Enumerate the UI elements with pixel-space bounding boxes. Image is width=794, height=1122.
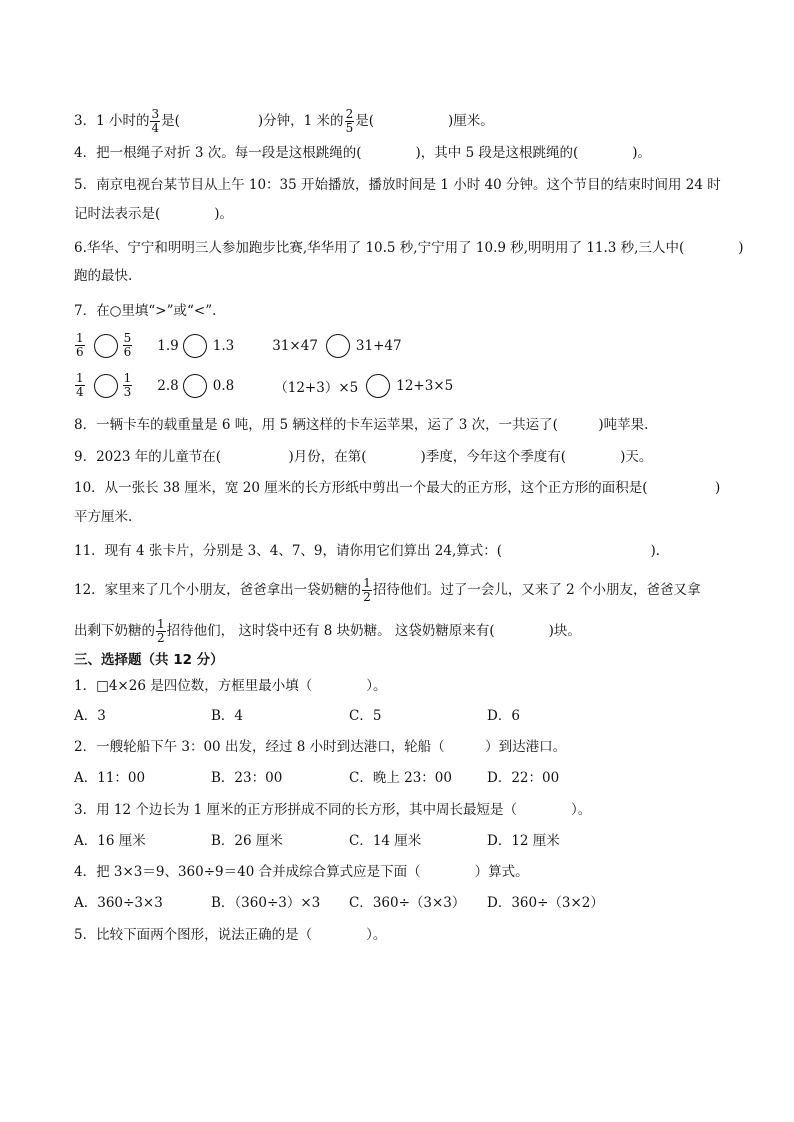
compare-left: 1.9: [157, 337, 179, 354]
denominator: 3: [123, 385, 132, 399]
denominator: 5: [345, 121, 354, 135]
option-b[interactable]: B．4: [211, 708, 244, 724]
option-d[interactable]: D．12 厘米: [487, 833, 560, 849]
question-4: 4．把一根绳子对折 3 次。每一段是这根跳绳的( )，其中 5 段是这根跳绳的( )。: [74, 145, 651, 161]
choice-question-2: 2．一艘轮船下午 3：00 出发，经过 8 小时到达港口，轮船（ ）到达港口。: [74, 739, 567, 755]
question-11: 11．现有 4 张卡片，分别是 3、4、7、9，请你用它们算出 24,算式：( )．: [74, 543, 670, 559]
compare-circle[interactable]: [183, 374, 207, 398]
choice-question-3: 3．用 12 个边长为 1 厘米的正方形拼成不同的长方形，其中周长最短是（ ）。: [74, 802, 592, 818]
compare-left: 31×47: [272, 337, 318, 354]
question-12-line1: [74, 577, 701, 604]
question-8: 8．一辆卡车的载重量是 6 吨，用 5 辆这样的卡车运苹果，运了 3 次，一共运了( )吨苹果.: [74, 417, 649, 433]
compare-circle[interactable]: [366, 374, 390, 398]
numerator: 3: [151, 107, 160, 121]
fraction-one-half: [362, 577, 372, 604]
text: )厘米。: [447, 113, 494, 129]
fraction: [123, 332, 133, 359]
compare-row-1: [74, 332, 402, 359]
compare-right: 31+47: [355, 337, 402, 354]
option-c[interactable]: C．14 厘米: [349, 833, 422, 849]
question-6-line1: 6.华华、宁宁和明明三人参加跑步比赛,华华用了 10.5 秒,宁宁用了 10.9 秒,明明用了 11.3 秒,三人中( ): [74, 240, 744, 256]
compare-row-2: [74, 372, 453, 399]
numerator: 5: [123, 331, 132, 345]
choice-question-4: 4．把 3×3＝9、360÷9＝40 合并成综合算式应是下面（ ）算式。: [74, 864, 529, 880]
fraction: [75, 372, 85, 399]
text: )分钟，1 米的: [257, 113, 344, 129]
denominator: 4: [76, 385, 84, 399]
text: 招待他们。过了一会儿，又来了 2 个小朋友，爸爸又拿: [372, 582, 701, 598]
choice-question-1: 1．□4×26 是四位数，方框里最小填（ ）。: [74, 678, 387, 694]
option-c[interactable]: C．360÷（3×3）: [349, 895, 466, 911]
option-b[interactable]: B．23：00: [211, 770, 283, 786]
option-a[interactable]: A．11：00: [74, 770, 146, 786]
question-6-line2: 跑的最快.: [74, 268, 133, 284]
denominator: 2: [157, 631, 165, 645]
option-c[interactable]: C．晚上 23：00: [349, 770, 452, 786]
text: 12．家里来了几个小朋友，爸爸拿出一袋奶糖的: [74, 582, 362, 598]
denominator: 6: [76, 345, 84, 359]
question-10-line1: 10．从一张长 38 厘米，宽 20 厘米的长方形纸中剪出一个最大的正方形，这个正方形的面积是( ): [74, 480, 721, 496]
numerator: 1: [123, 371, 132, 385]
fraction-two-fifths: [345, 108, 355, 135]
option-a[interactable]: A．360÷3×3: [74, 895, 163, 911]
option-b[interactable]: B．26 厘米: [211, 833, 283, 849]
numerator: 1: [157, 617, 165, 631]
compare-circle[interactable]: [94, 334, 118, 358]
numerator: 1: [76, 331, 84, 345]
text: 是(: [355, 113, 374, 129]
compare-left: 2.8: [157, 377, 179, 394]
text: 1 小时的: [96, 113, 150, 129]
question-5-line1: 5．南京电视台某节目从上午 10：35 开始播放，播放时间是 1 小时 40 分钟。这个节目的结束时间用 24 时: [74, 177, 721, 193]
compare-right: 12+3×5: [396, 377, 454, 394]
option-a[interactable]: A．3: [74, 708, 106, 724]
question-10-line2: 平方厘米.: [74, 509, 133, 525]
question-3: [74, 108, 494, 135]
numerator: 1: [76, 371, 84, 385]
option-d[interactable]: D．6: [487, 708, 520, 724]
compare-circle[interactable]: [94, 374, 118, 398]
option-c[interactable]: C．5: [349, 708, 382, 724]
denominator: 6: [123, 345, 132, 359]
text: 出剩下奶糖的: [74, 623, 155, 639]
fraction: [123, 372, 133, 399]
question-7: 7．在○里填“>”或“<”.: [74, 303, 217, 319]
question-12-line2: [74, 618, 581, 645]
option-b[interactable]: B．（360÷3）×3: [211, 895, 321, 911]
choice-question-5: 5．比较下面两个图形，说法正确的是（ ）。: [74, 927, 387, 943]
section-title: 三、选择题（共 12 分）: [74, 652, 224, 668]
compare-circle[interactable]: [326, 334, 350, 358]
numerator: 1: [363, 576, 371, 590]
compare-left: （12+3）×5: [274, 379, 359, 396]
option-d[interactable]: D．360÷（3×2）: [487, 895, 604, 911]
numerator: 2: [345, 107, 354, 121]
denominator: 4: [151, 121, 160, 135]
text: 招待他们， 这时袋中还有 8 块奶糖。 这袋奶糖原来有( )块。: [166, 623, 581, 639]
option-a[interactable]: A．16 厘米: [74, 833, 146, 849]
compare-circle[interactable]: [183, 334, 207, 358]
fraction-one-half: [156, 618, 166, 645]
question-number: 3．: [74, 113, 97, 129]
compare-right: 0.8: [212, 377, 235, 394]
denominator: 2: [363, 590, 371, 604]
option-d[interactable]: D．22：00: [487, 770, 560, 786]
compare-right: 1.3: [212, 337, 235, 354]
question-5-line2: 记时法表示是( )。: [74, 206, 234, 222]
question-9: 9．2023 年的儿童节在( )月份，在第( )季度，今年这个季度有( )天。: [74, 449, 653, 465]
fraction-three-quarters: [150, 108, 160, 135]
text: 是(: [161, 113, 180, 129]
fraction: [75, 332, 85, 359]
